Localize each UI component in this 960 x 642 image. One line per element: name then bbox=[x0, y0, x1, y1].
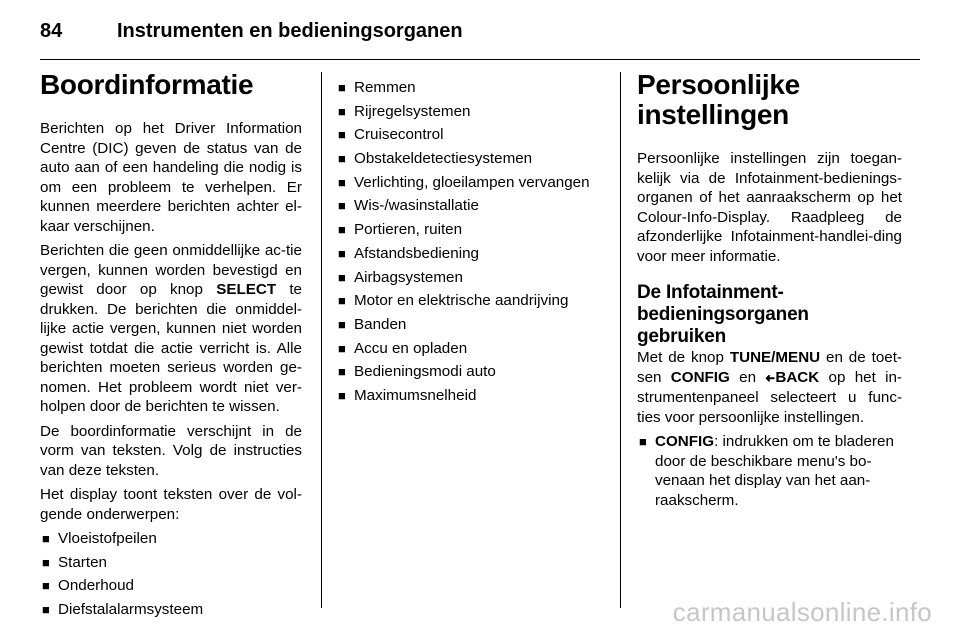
topic-list bbox=[40, 529, 302, 619]
list-item: ■ Wis-/wasinstallatie bbox=[338, 197, 479, 215]
list-item: ■ Verlichting, gloeilampen vervangen bbox=[338, 173, 590, 191]
list-item: ■ Diefstalalarmsysteem bbox=[42, 600, 204, 618]
bullet-icon: ■ bbox=[42, 578, 50, 593]
bullet-icon: ■ bbox=[42, 554, 50, 570]
bullet-icon: ■ bbox=[338, 364, 346, 380]
topic-list bbox=[336, 78, 606, 405]
list-item: ■ Afstandsbediening bbox=[338, 244, 479, 262]
column-divider-2 bbox=[620, 72, 621, 608]
list-item: ■ Onderhoud bbox=[42, 577, 134, 594]
column-2 bbox=[336, 75, 606, 410]
list-item: ■ Obstakeldetectiesystemen bbox=[338, 150, 533, 168]
list-item: ■ CONFIG: indrukken om te bladeren door de beschikbare menu's bo-venaan het display van het aan-raakscherm. bbox=[639, 433, 894, 509]
bullet-icon: ■ bbox=[338, 340, 346, 356]
bullet-icon: ■ bbox=[338, 80, 346, 95]
list-item: ■ Accu en opladen bbox=[338, 339, 468, 357]
bullet-icon: ■ bbox=[338, 269, 346, 285]
bullet-icon: ■ bbox=[338, 387, 346, 403]
list-item: ■ Maximumsnelheid bbox=[338, 386, 477, 404]
bullet-icon: ■ bbox=[338, 174, 346, 190]
list-item: ■ Motor en elektrische aandrijving bbox=[338, 292, 569, 310]
back-label: ➜BACK bbox=[765, 369, 819, 386]
paragraph: Het display toont teksten over de vol-gende onderwerpen: bbox=[40, 486, 302, 523]
back-arrow-icon: ➜ bbox=[765, 370, 776, 385]
config-label: CONFIG bbox=[670, 368, 730, 386]
bullet-icon: ■ bbox=[338, 245, 346, 261]
subheading-infotainment: De Infotainment- bedieningsorganen gebruiken bbox=[637, 282, 809, 347]
bullet-icon: ■ bbox=[42, 601, 50, 617]
list-item: ■ Rijregelsystemen bbox=[338, 102, 471, 120]
list-item: ■ Remmen bbox=[338, 79, 416, 96]
list-item: ■ Banden bbox=[338, 315, 407, 333]
tune-menu-label: TUNE/MENU bbox=[729, 349, 821, 366]
config-list bbox=[637, 432, 902, 510]
paragraph: Met de knop TUNE/MENU en de toet-sen CONFIG en ➜BACK op het in-strumentenpaneel selecteert u func-ties voor persoonlijke instellingen. bbox=[637, 349, 902, 426]
bullet-icon: ■ bbox=[338, 222, 346, 238]
select-button-label: SELECT bbox=[216, 281, 277, 298]
header-title: Instrumenten en bedieningsorganen bbox=[117, 20, 463, 42]
section-heading-persoonlijke-instellingen: Persoonlijke instellingen bbox=[637, 69, 800, 130]
list-item: ■ Portieren, ruiten bbox=[338, 221, 463, 239]
list-item: ■ Cruisecontrol bbox=[338, 126, 444, 144]
list-item: ■ Vloeistofpeilen bbox=[42, 530, 157, 547]
watermark: carmanualsonline.info bbox=[672, 597, 932, 627]
column-divider-1 bbox=[321, 72, 322, 608]
list-item: ■ Airbagsystemen bbox=[338, 268, 463, 286]
section-heading-boordinformatie: Boordinformatie bbox=[40, 69, 254, 100]
list-item: ■ Bedieningsmodi auto bbox=[338, 363, 496, 381]
bullet-icon: ■ bbox=[338, 127, 346, 143]
bullet-icon: ■ bbox=[338, 198, 346, 214]
bullet-icon: ■ bbox=[338, 151, 346, 167]
page-number: 84 bbox=[40, 20, 63, 42]
header-rule bbox=[40, 59, 920, 60]
paragraph: Persoonlijke instellingen zijn toegan-kelijk via de Infotainment-bedienings-organen of het aanraakscherm op het Colour-Info-Display. Raadpleeg de afzonderlijke Infotainment-handlei-ding voor meer informatie. bbox=[637, 150, 902, 265]
paragraph: De boordinformatie verschijnt in de vorm van teksten. Volg de instructies van deze teksten. bbox=[40, 422, 302, 479]
paragraph: Berichten op het Driver Information Centre (DIC) geven de status van de auto aan of een handeling die nodig is om een probleem te verhelpen. Er kunnen meerdere berichten achter el-kaar verschijnen. bbox=[40, 120, 302, 235]
bullet-icon: ■ bbox=[639, 434, 647, 449]
column-1 bbox=[40, 70, 302, 623]
page-header bbox=[40, 14, 920, 44]
bullet-icon: ■ bbox=[42, 531, 50, 546]
list-item: ■ Starten bbox=[42, 553, 107, 571]
column-3 bbox=[637, 70, 902, 514]
paragraph: Berichten die geen onmiddellijke ac-tie vergen, kunnen worden bevestigd en gewist door op knop SELECT te drukken. De berichten die onmiddel-lijke actie vergen, kunnen niet worden gewist totdat die actie verricht is. Alle berichten moeten serieus worden ge-nomen. Het probleem wordt niet ver-holpen door de berichten te wissen. bbox=[40, 242, 303, 415]
bullet-icon: ■ bbox=[338, 103, 346, 119]
bullet-icon: ■ bbox=[338, 293, 346, 309]
bullet-icon: ■ bbox=[338, 316, 346, 332]
